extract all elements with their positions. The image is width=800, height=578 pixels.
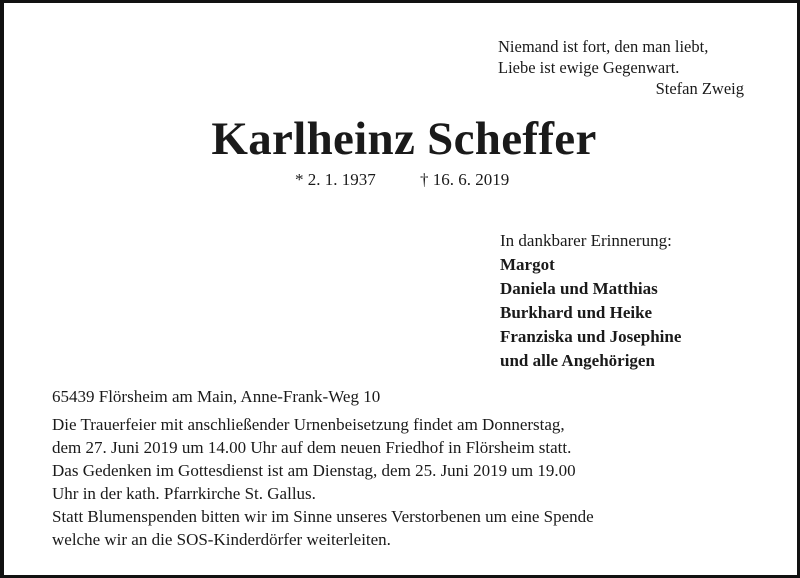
mourners-intro: In dankbarer Erinnerung: <box>500 231 672 250</box>
birth-date: * 2. 1. 1937 <box>295 170 376 189</box>
details-line: welche wir an die SOS-Kinderdörfer weiterleiten. <box>52 530 391 549</box>
quote-author: Stefan Zweig <box>655 79 744 98</box>
deceased-name: Karlheinz Scheffer <box>211 113 597 165</box>
details-line: Die Trauerfeier mit anschließender Urnenbeisetzung findet am Donnerstag, <box>52 415 565 434</box>
mourner-entry: Franziska und Josephine <box>500 327 682 346</box>
details-line: Uhr in der kath. Pfarrkirche St. Gallus. <box>52 484 316 503</box>
mourners-list <box>500 229 681 373</box>
mourner-entry: Daniela und Matthias <box>500 279 658 298</box>
mourner-entry: und alle Angehörigen <box>500 351 655 370</box>
details-line: Das Gedenken im Gottesdienst ist am Dienstag, dem 25. Juni 2019 um 19.00 <box>52 461 576 480</box>
quote-line: Liebe ist ewige Gegenwart. <box>498 58 680 77</box>
funeral-details <box>52 413 594 551</box>
details-line: Statt Blumenspenden bitten wir im Sinne unseres Verstorbenen um eine Spende <box>52 507 594 526</box>
family-address: 65439 Flörsheim am Main, Anne-Frank-Weg 10 <box>52 387 381 406</box>
epigraph-quote <box>498 36 748 99</box>
details-line: dem 27. Juni 2019 um 14.00 Uhr auf dem neuen Friedhof in Flörsheim statt. <box>52 438 572 457</box>
mourner-entry: Burkhard und Heike <box>500 303 653 322</box>
mourner-entry: Margot <box>500 255 555 274</box>
death-date: † 16. 6. 2019 <box>420 170 510 189</box>
quote-line: Niemand ist fort, den man liebt, <box>498 37 709 56</box>
